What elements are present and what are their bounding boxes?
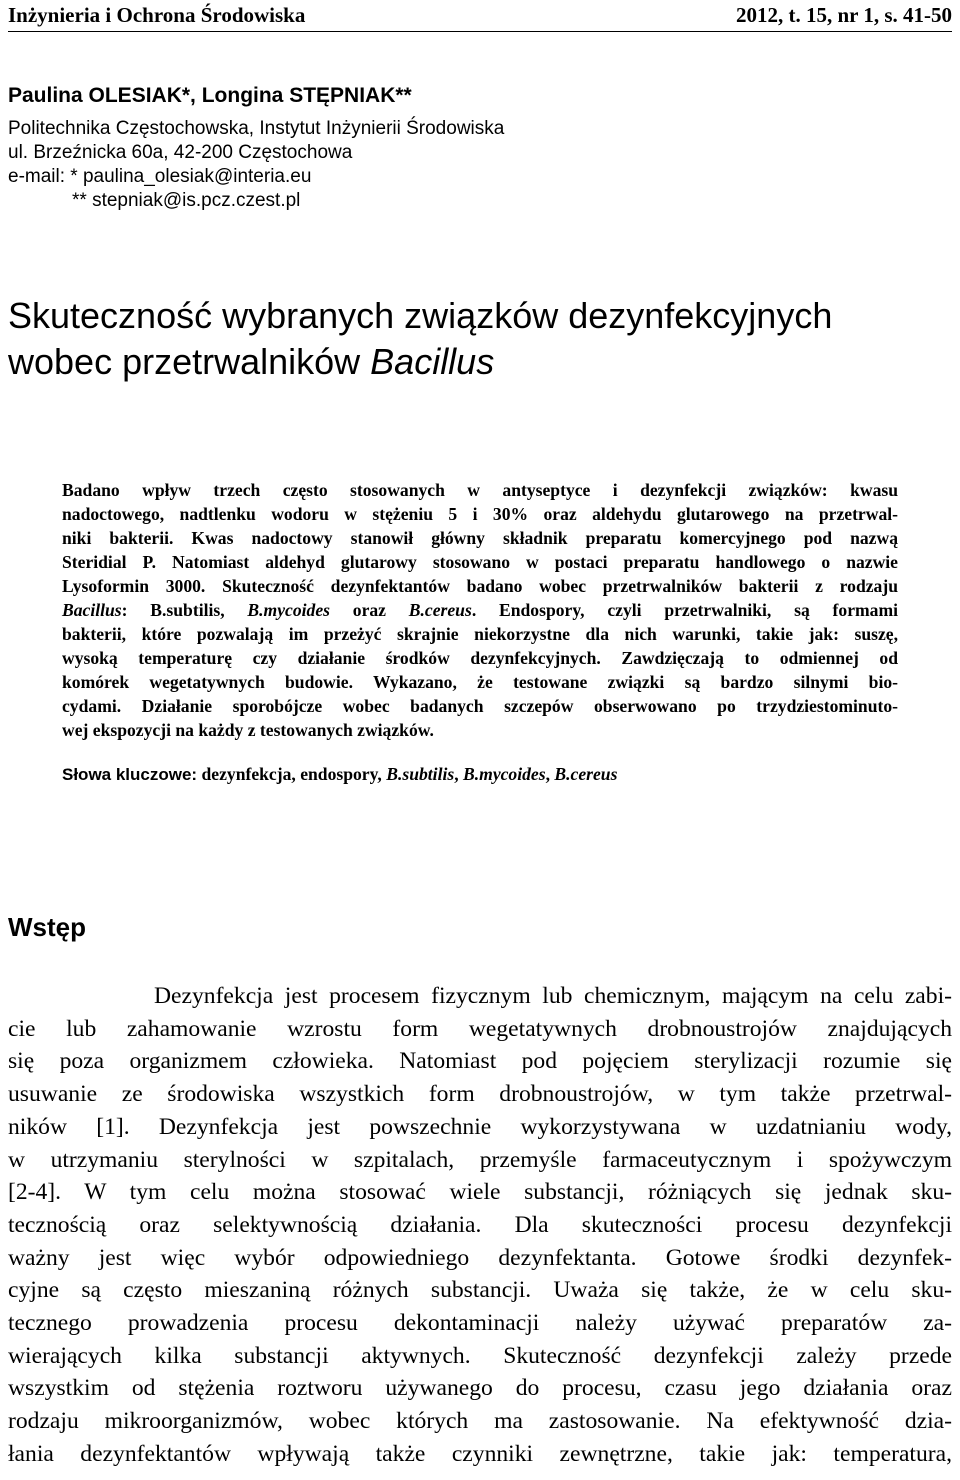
affiliation-address: ul. Brzeźnicka 60a, 42-200 Częstochowa — [8, 142, 353, 163]
body-line: usuwanie ze środowiska wszystkich form drobnoustrojów, w tym także przetrwal- — [8, 1081, 952, 1108]
body-text — [8, 980, 952, 1471]
authors: Paulina OLESIAK*, Longina STĘPNIAK** — [8, 84, 412, 107]
abstract-genus: Bacillus — [62, 600, 122, 620]
keyword-cereus: B.cereus — [554, 764, 618, 784]
species-subtilis: B.subtilis — [150, 600, 221, 620]
keywords — [62, 762, 617, 787]
title-line-2-text: wobec przetrwalników — [8, 341, 371, 382]
abstract-line: Badano wpływ trzech często stosowanych w antyseptyce i dezynfekcji związków: kwasu — [62, 480, 898, 500]
abstract-line: cydami. Działanie sporobójcze wobec badanych szczepów obserwowano po trzydziestominuto- — [62, 696, 898, 716]
title-line-1: Skuteczność wybranych związków dezynfekcyjnych — [8, 295, 833, 336]
body-line: [2-4]. W tym celu można stosować wiele substancji, różniących się jednak sku- — [8, 1179, 952, 1206]
abstract-text: oraz — [329, 600, 409, 620]
body-line: wszystkim od stężenia roztworu używanego do procesu, czasu jego działania oraz — [8, 1375, 952, 1402]
abstract-text: . Endospory, czyli przetrwalniki, są formami — [471, 600, 899, 620]
affiliation-institution: Politechnika Częstochowska, Instytut Inżynierii Środowiska — [8, 118, 505, 139]
affiliation — [8, 117, 504, 213]
keywords-label: Słowa kluczowe: — [62, 765, 198, 784]
body-line: tecznego prowadzenia procesu dekontaminacji należy używać preparatów za- — [8, 1310, 952, 1337]
body-line: rodzaju mikroorganizmów, wobec których ma zastosowanie. Na efektywność dzia- — [8, 1408, 952, 1435]
header-rule — [8, 31, 952, 32]
abstract-line: Lysoformin 3000. Skuteczność dezynfektantów badano wobec przetrwalników bakterii z rodzaju — [62, 576, 898, 596]
body-line: ważny jest więc wybór odpowiedniego dezynfektanta. Gotowe środki dezynfek- — [8, 1244, 952, 1271]
abstract-line — [62, 598, 898, 622]
abstract-line: nadoctowego, nadtlenku wodoru w stężeniu 5 i 30% oraz aldehydu glutarowego na przetrwal- — [62, 504, 898, 524]
species-mycoides: B.mycoides — [247, 600, 330, 620]
journal-name: Inżynieria i Ochrona Środowiska — [8, 3, 306, 27]
body-line: wierających kilka substancji aktywnych. Skuteczność dezynfekcji zależy przede — [8, 1342, 952, 1369]
abstract-line: bakterii, które pozwalają im przeżyć skrajnie niekorzystne dla nich warunki, takie jak: suszę, — [62, 624, 898, 644]
running-head — [8, 2, 952, 28]
affiliation-email-2: ** stepniak@is.pcz.czest.pl — [72, 190, 301, 211]
keywords-text: dezynfekcja, endospory, — [197, 764, 387, 784]
abstract-text: : — [121, 600, 151, 620]
affiliation-email-1: e-mail: * paulina_olesiak@interia.eu — [8, 166, 312, 187]
journal-citation: 2012, t. 15, nr 1, s. 41-50 — [735, 3, 952, 27]
abstract-line: Steridial P. Natomiast aldehyd glutarowy stosowano w postaci preparatu handlowego o nazwie — [62, 552, 898, 572]
abstract-line: wysoką temperaturę czy działanie środków dezynfekcyjnych. Zawdzięczają to odmiennej od — [62, 648, 898, 668]
body-line: łania dezynfektantów wpływają także czynniki zewnętrzne, takie jak: temperatura, — [8, 1440, 952, 1467]
species-cereus: B.cereus — [408, 600, 472, 620]
body-line: się poza organizmem człowieka. Natomiast pod pojęciem sterylizacji rozumie się — [8, 1048, 952, 1075]
keywords-separator: , — [454, 764, 463, 784]
abstract-line: wej ekspozycji na każdy z testowanych związków. — [62, 720, 434, 740]
body-line: w utrzymaniu sterylności w szpitalach, przemyśle farmaceutycznym i spożywczym — [8, 1146, 952, 1173]
section-heading: Wstęp — [8, 912, 86, 942]
abstract-text: , — [220, 600, 248, 620]
title-line-2 — [8, 339, 832, 385]
keyword-mycoides: B.mycoides — [463, 764, 546, 784]
body-line: ników [1]. Dezynfekcja jest powszechnie wykorzystywana w uzdatnianiu wody, — [8, 1113, 952, 1140]
abstract-line: niki bakterii. Kwas nadoctowy stanowił główny składnik preparatu komercyjnego pod nazwą — [62, 528, 898, 548]
paper-title — [8, 293, 832, 385]
body-line: cyjne są często mieszaniną różnych substancji. Uważa się także, że w celu sku- — [8, 1277, 952, 1304]
title-genus: Bacillus — [370, 341, 495, 382]
body-line: cie lub zahamowanie wzrostu form wegetatywnych drobnoustrojów znajdujących — [8, 1015, 952, 1042]
keywords-separator: , — [545, 764, 555, 784]
body-line: Dezynfekcja jest procesem fizycznym lub chemicznym, mającym na celu zabi- — [154, 983, 952, 1009]
body-line: tecznością oraz selektywnością działania. Dla skuteczności procesu dezynfekcji — [8, 1211, 952, 1238]
abstract — [62, 478, 898, 742]
keyword-subtilis: B.subtilis — [386, 764, 455, 784]
abstract-line: komórek wegetatywnych budowie. Wykazano, że testowane związki są bardzo silnymi bio- — [62, 672, 898, 692]
